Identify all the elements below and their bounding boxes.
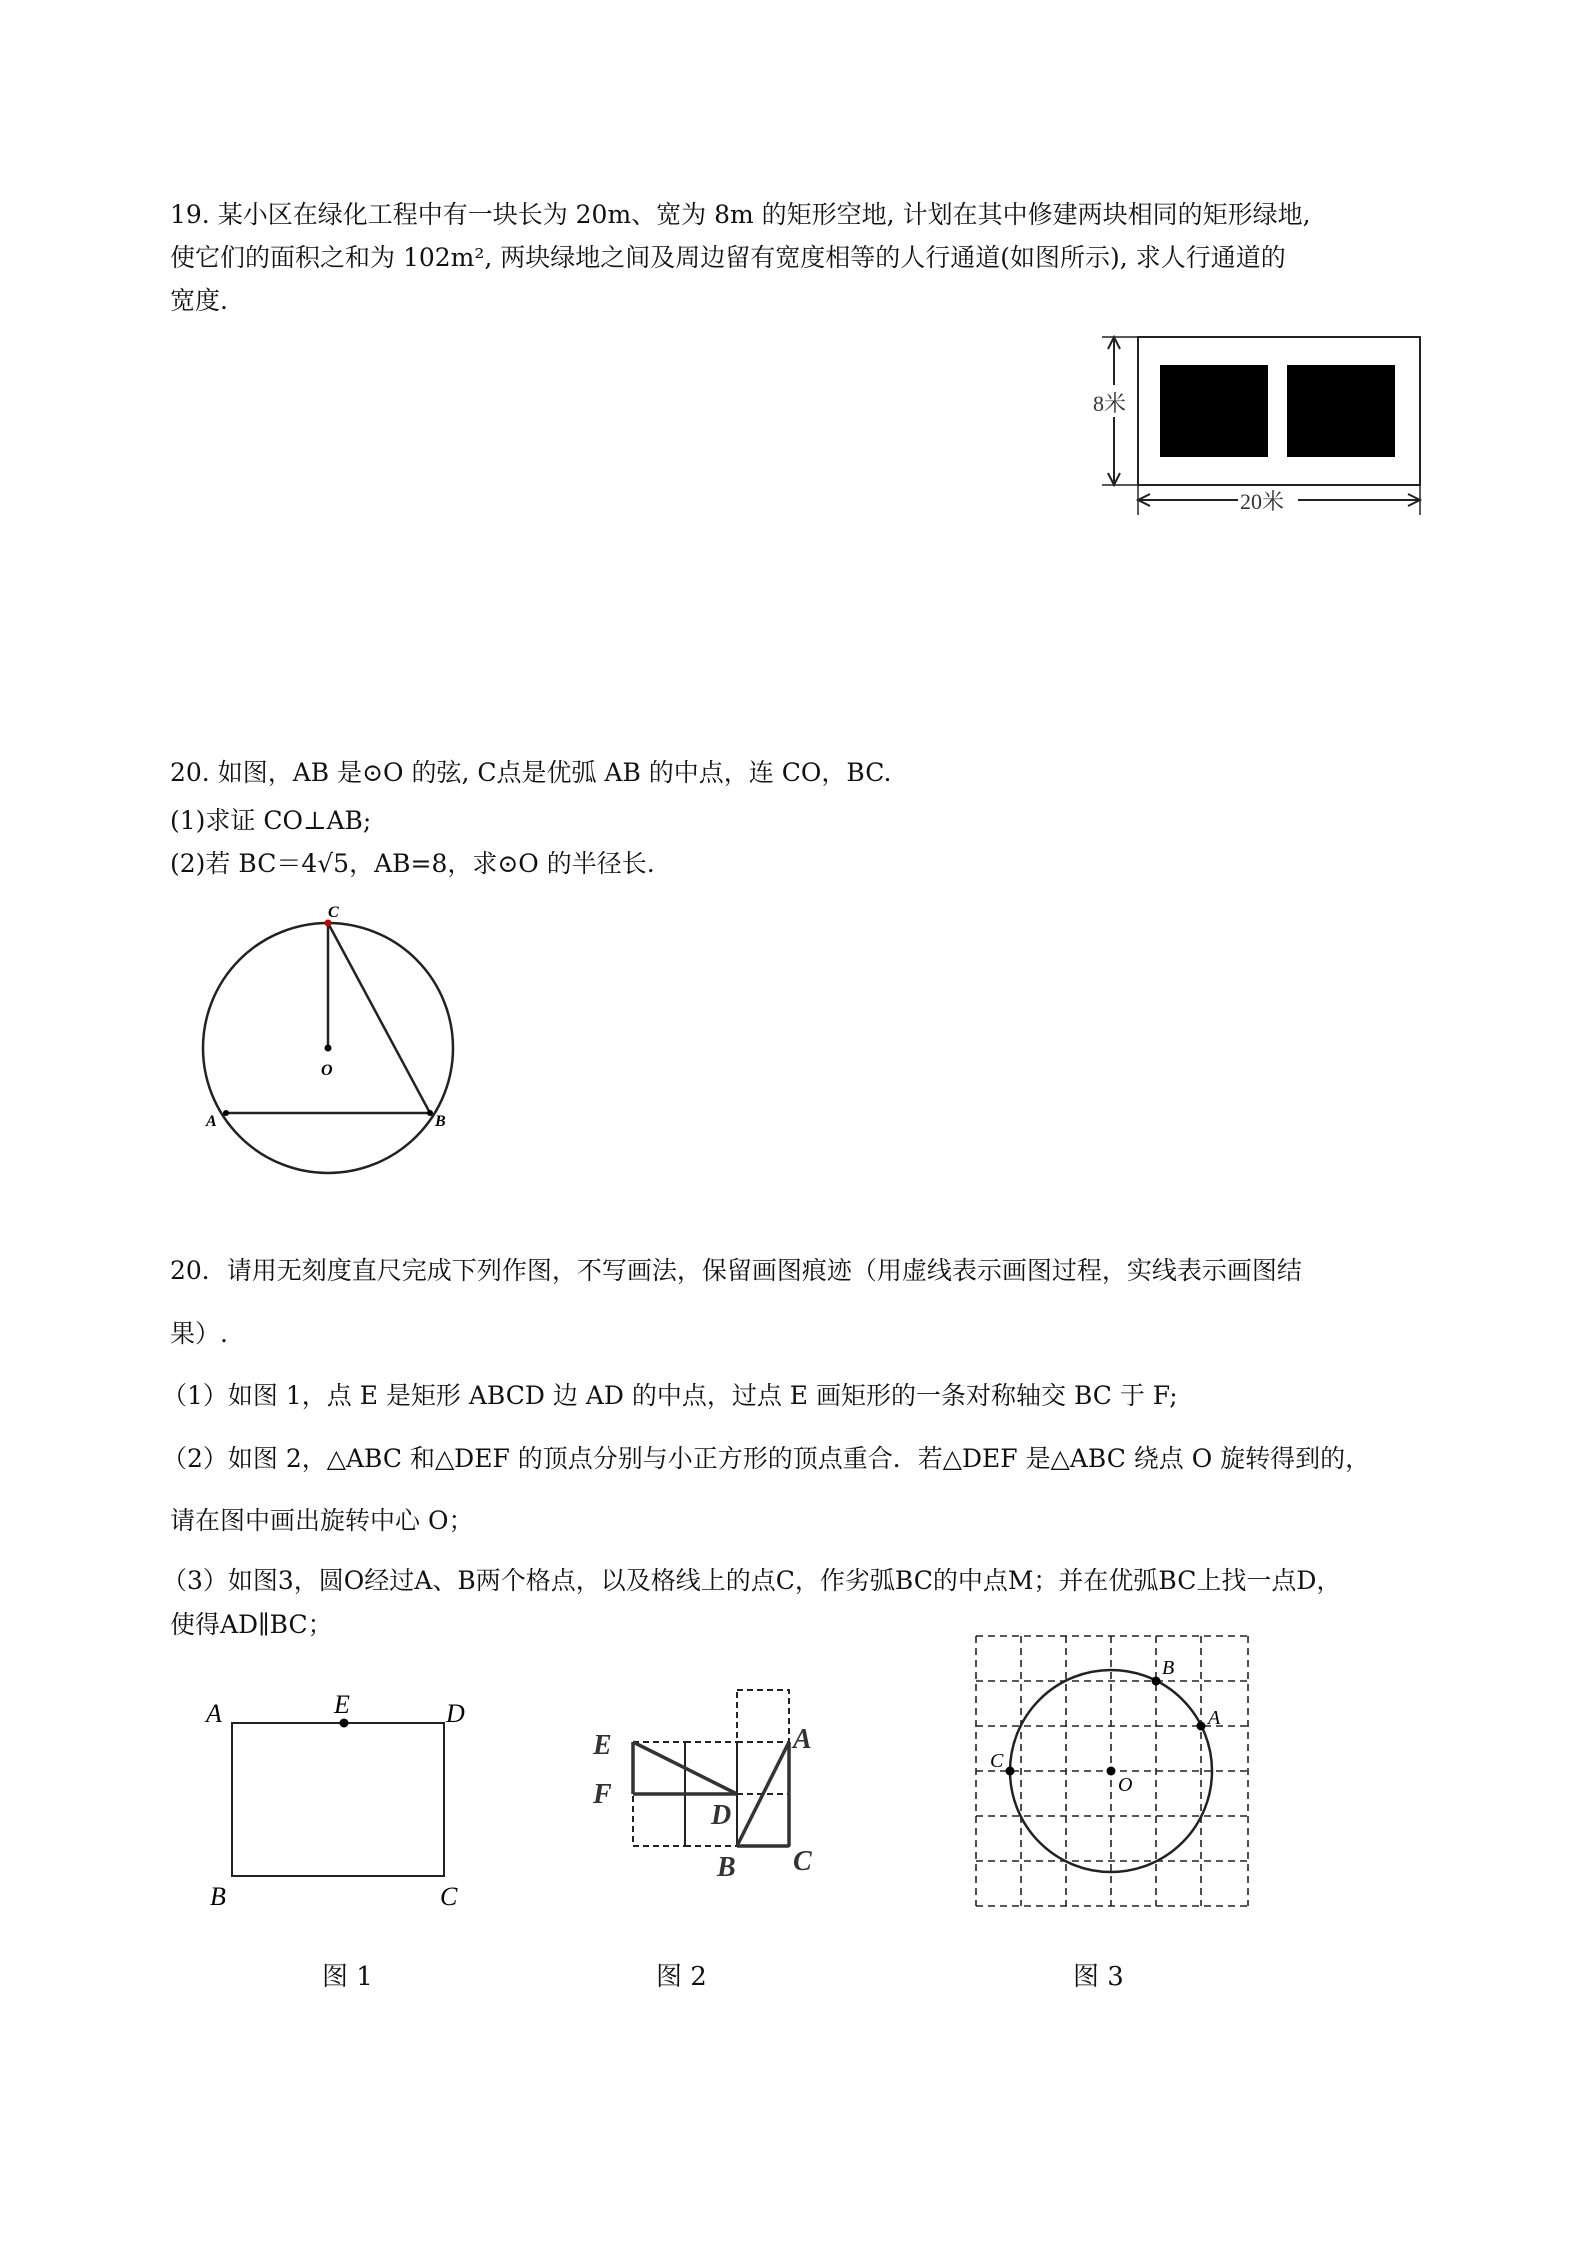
figure-2 bbox=[585, 1680, 835, 1905]
fig3-b-label: B bbox=[1162, 1657, 1175, 1679]
fig2-caption: 图 2 bbox=[656, 1962, 707, 1992]
q20b-line-7: 使得AD∥BC； bbox=[170, 1610, 333, 1639]
fig1-d-label: D bbox=[446, 1699, 465, 1728]
fig3-caption: 图 3 bbox=[1073, 1962, 1124, 1992]
fig3-o-label: O bbox=[1118, 1774, 1133, 1796]
fig1-c-label: C bbox=[440, 1882, 458, 1910]
q20b-line-5: 请在图中画出旋转中心 O； bbox=[170, 1506, 474, 1535]
fig2-d-label: D bbox=[711, 1800, 732, 1831]
point-o-label: O bbox=[321, 1062, 333, 1079]
figure-1 bbox=[200, 1685, 480, 1910]
q20a-circle-figure bbox=[190, 895, 470, 1185]
point-c-label: C bbox=[328, 904, 339, 921]
fig2-b-label: B bbox=[717, 1852, 736, 1883]
q20b-line-4: （2）如图 2，△ABC 和△DEF 的顶点分别与小正方形的顶点重合．若△DEF 是△ABC 绕点 O 旋转得到的， bbox=[162, 1444, 1371, 1473]
green-plot-right bbox=[1287, 365, 1395, 457]
q19-line-3: 宽度. bbox=[170, 286, 228, 315]
fig1-b-label: B bbox=[210, 1882, 226, 1910]
fig1-caption: 图 1 bbox=[322, 1962, 373, 1992]
width-label: 20米 bbox=[1240, 489, 1285, 514]
fig3-a-label: A bbox=[1208, 1707, 1221, 1729]
fig2-a-label: A bbox=[793, 1724, 812, 1755]
fig3-c-label: C bbox=[990, 1750, 1004, 1772]
fig2-c-label: C bbox=[793, 1846, 812, 1877]
q20b-line-2: 果）. bbox=[170, 1319, 228, 1348]
height-label: 8米 bbox=[1093, 391, 1127, 416]
q19-line-1: 19. 某小区在绿化工程中有一块长为 20m、宽为 8m 的矩形空地, 计划在其中修建两块相同的矩形绿地, bbox=[170, 200, 1311, 229]
figure-3 bbox=[968, 1628, 1268, 1924]
q20a-line-3: (2)若 BC＝4√5，AB=8，求⊙O 的半径长. bbox=[170, 849, 655, 878]
q19-line-2: 使它们的面积之和为 102m², 两块绿地之间及周边留有宽度相等的人行通道(如图所示), 求人行通道的 bbox=[170, 243, 1286, 272]
q20a-line-2: (1)求证 CO⊥AB; bbox=[170, 806, 372, 835]
point-a-label: A bbox=[206, 1113, 217, 1130]
q20b-line-6: （3）如图3，圆O经过A、B两个格点，以及格线上的点C，作劣弧BC的中点M；并在优弧BC上找一点D， bbox=[162, 1566, 1342, 1595]
q20b-line-1: 20．请用无刻度直尺完成下列作图，不写画法，保留画图痕迹（用虚线表示画图过程，实线表示画图结 bbox=[170, 1256, 1302, 1285]
fig2-e-label: E bbox=[593, 1730, 612, 1761]
fig2-f-label: F bbox=[593, 1779, 612, 1810]
q20a-line-1: 20. 如图，AB 是⊙O 的弦, C点是优弧 AB 的中点，连 CO，BC. bbox=[170, 758, 892, 787]
q20b-line-3: （1）如图 1，点 E 是矩形 ABCD 边 AD 的中点，过点 E 画矩形的一条对称轴交 BC 于 F; bbox=[162, 1381, 1178, 1410]
point-b-label: B bbox=[435, 1113, 446, 1130]
q19-figure bbox=[1080, 325, 1435, 525]
green-plot-left bbox=[1160, 365, 1268, 457]
fig1-e-label: E bbox=[334, 1690, 350, 1719]
fig1-a-label: A bbox=[206, 1699, 222, 1728]
